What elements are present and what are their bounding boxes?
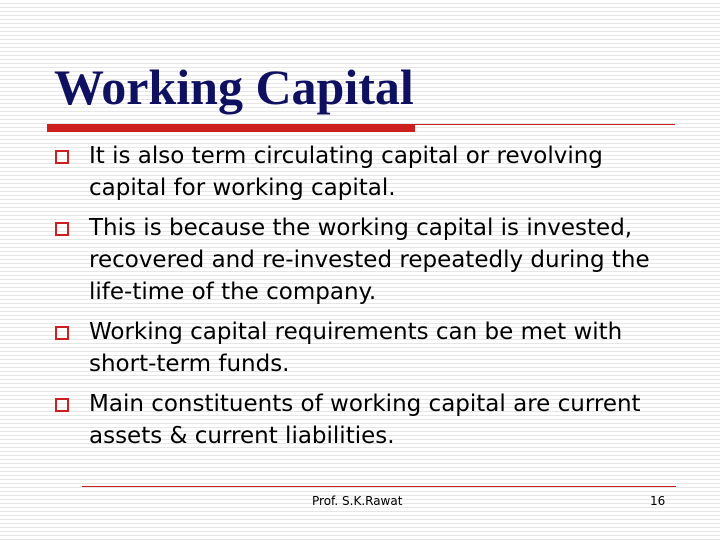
slide-title: Working Capital xyxy=(54,59,414,115)
title-underline-bar xyxy=(47,124,415,132)
bullet-list xyxy=(55,140,675,460)
footer-divider xyxy=(82,486,676,487)
bullet-item xyxy=(55,212,675,308)
bullet-item xyxy=(55,388,675,452)
bullet-item xyxy=(55,140,675,204)
hollow-square-icon xyxy=(55,326,69,340)
hollow-square-icon xyxy=(55,398,69,412)
page-number: 16 xyxy=(650,494,666,508)
footer-author: Prof. S.K.Rawat xyxy=(312,494,403,508)
bullet-text: Main constituents of working capital are current assets & current liabilities. xyxy=(89,391,641,449)
bullet-item xyxy=(55,316,675,380)
hollow-square-icon xyxy=(55,222,69,236)
bullet-text: This is because the working capital is invested, recovered and re-invested repeatedly during the life-time of the company. xyxy=(89,215,650,305)
bullet-text: It is also term circulating capital or revolving capital for working capital. xyxy=(89,143,603,201)
title-underline-line xyxy=(415,124,675,125)
bullet-text: Working capital requirements can be met with short-term funds. xyxy=(89,319,623,377)
hollow-square-icon xyxy=(55,150,69,164)
